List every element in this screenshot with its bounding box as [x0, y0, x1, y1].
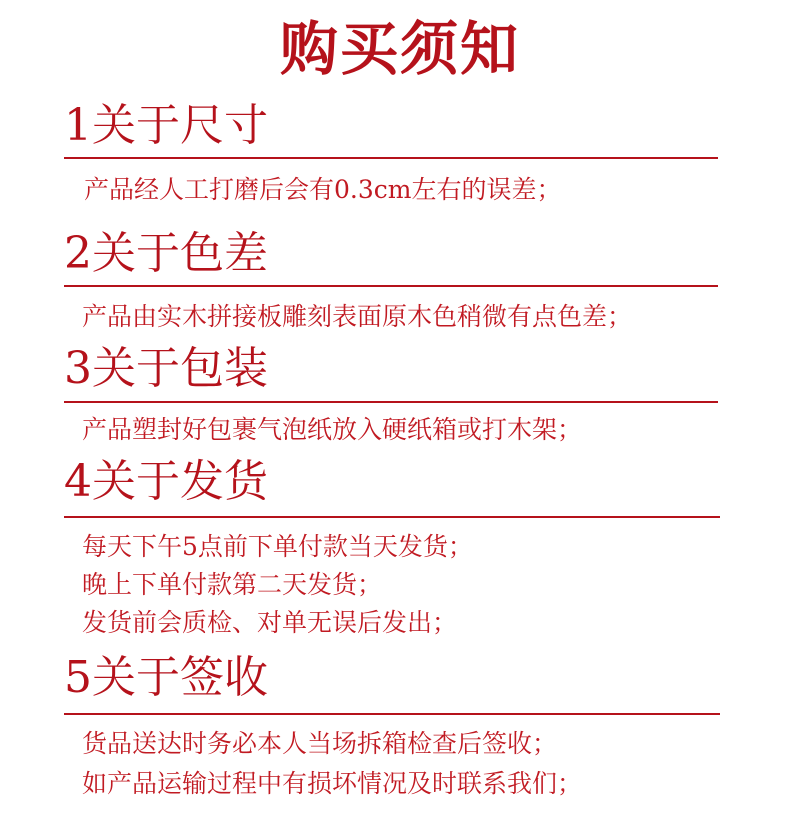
section-divider — [64, 157, 718, 159]
section-heading-size: 1关于尺寸 — [64, 100, 268, 151]
section-text-receipt-2: 如产品运输过程中有损坏情况及时联系我们； — [82, 769, 583, 798]
section-divider — [64, 516, 720, 518]
section-text-size: 产品经人工打磨后会有0.3cm左右的误差； — [84, 175, 562, 204]
section-divider — [64, 401, 718, 403]
section-text-shipping-1: 每天下午5点前下单付款当天发货； — [82, 532, 473, 561]
section-text-receipt-1: 货品送达时务必本人当场拆箱检查后签收； — [82, 729, 558, 758]
section-divider — [64, 713, 720, 715]
section-text-shipping-2: 晚上下单付款第二天发货； — [82, 570, 383, 599]
page-title: 购买须知 — [279, 15, 520, 83]
section-heading-packaging: 3关于包装 — [64, 343, 268, 394]
section-heading-shipping: 4关于发货 — [64, 456, 268, 507]
section-heading-receipt: 5关于签收 — [64, 652, 268, 703]
section-heading-color-difference: 2关于色差 — [64, 228, 268, 279]
section-text-color-difference: 产品由实木拼接板雕刻表面原木色稍微有点色差； — [82, 302, 633, 331]
section-text-shipping-3: 发货前会质检、对单无误后发出； — [82, 608, 458, 637]
section-text-packaging: 产品塑封好包裹气泡纸放入硬纸箱或打木架； — [82, 415, 583, 444]
section-divider — [64, 285, 718, 287]
